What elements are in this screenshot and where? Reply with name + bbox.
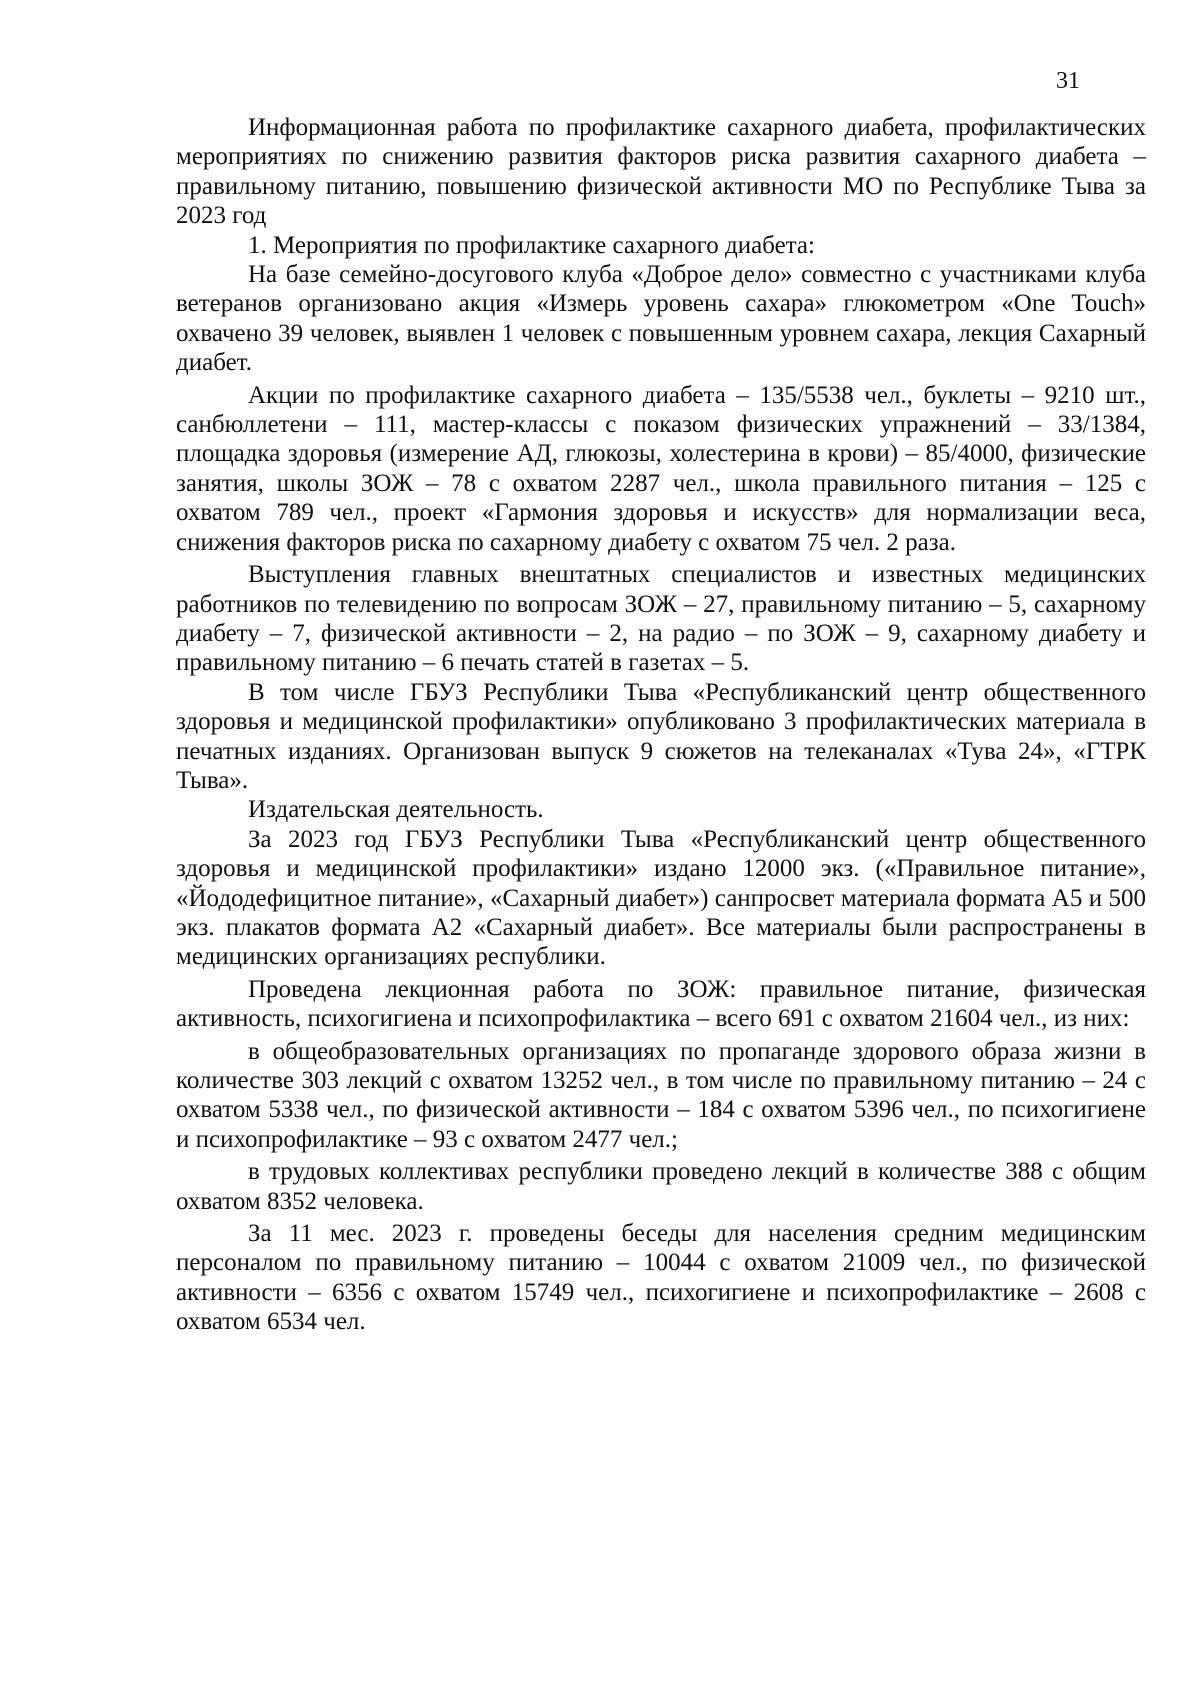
paragraph: На базе семейно-досугового клуба «Доброе дело» совместно с участниками клуба ветеранов организовано акция «Измерь уровень сахара» глюкометром «One Touch» охвачено 39 человек, выявлен 1 человек с повышенным уровнем сахара, лекция Сахарный диабет. bbox=[176, 261, 1146, 377]
paragraph: За 11 мес. 2023 г. проведены беседы для населения средним медицинским персоналом по правильному питанию – 10044 с охватом 21009 чел., по физической активности – 6356 с охватом 15749 чел., психогигиене и психопрофилактике – 2608 с охватом 6534 чел. bbox=[176, 1220, 1146, 1336]
paragraph: в трудовых коллективах республики проведено лекций в количестве 388 с общим охватом 8352 человека. bbox=[176, 1158, 1146, 1215]
paragraph-subheading: Издательская деятельность. bbox=[248, 796, 544, 824]
paragraph: Проведена лекционная работа по ЗОЖ: правильное питание, физическая активность, психогигиена и психопрофилактика – всего 691 с охватом 21604 чел., из них: bbox=[176, 975, 1146, 1033]
paragraph: За 2023 год ГБУЗ Республики Тыва «Республиканский центр общественного здоровья и медицинской профилактики» издано 12000 экз. («Правильное питание», «Йододефицитное питание», «Сахарный диабет») санпросвет материала формата А5 и 500 экз. плакатов формата А2 «Сахарный диабет». Все материалы были распространены в медицинских организациях республики. bbox=[176, 825, 1146, 971]
document-body bbox=[176, 113, 1146, 1337]
paragraph: Акции по профилактике сахарного диабета – 135/5538 чел., буклеты – 9210 шт., санбюллетени – 111, мастер-классы с показом физических упражнений – 33/1384, площадка здоровья (измерение АД, глюкозы, холестерина в крови) – 85/4000, физические занятия, школы ЗОЖ – 78 с охватом 2287 чел., школа правильного питания – 125 с охватом 789 чел., проект «Гармония здоровья и искусств» для нормализации веса, снижения факторов риска по сахарному диабету с охватом 75 чел. 2 раза. bbox=[176, 381, 1146, 556]
page-number: 31 bbox=[1056, 68, 1080, 94]
paragraph-section-heading: 1. Мероприятия по профилактике сахарного диабета: bbox=[248, 231, 815, 259]
paragraph: Выступления главных внештатных специалистов и известных медицинских работников по телевидению по вопросам ЗОЖ – 27, правильному питанию – 5, сахарному диабету – 7, физической активности – 2, на радио – по ЗОЖ – 9, сахарному диабету и правильному питанию – 6 печать статей в газетах – 5. bbox=[176, 561, 1146, 677]
paragraph-title: Информационная работа по профилактике сахарного диабета, профилактических мероприятиях по снижению развития факторов риска развития сахарного диабета – правильному питанию, повышению физической активности МО по Республике Тыва за 2023 год bbox=[176, 114, 1146, 230]
paragraph: в общеобразовательных организациях по пропаганде здорового образа жизни в количестве 303 лекций с охватом 13252 чел., в том числе по правильному питанию – 24 с охватом 5338 чел., по физической активности – 184 с охватом 5396 чел., по психогигиене и психопрофилактике – 93 с охватом 2477 чел.; bbox=[176, 1037, 1146, 1153]
paragraph: В том числе ГБУЗ Республики Тыва «Республиканский центр общественного здоровья и медицинской профилактики» опубликовано 3 профилактических материала в печатных изданиях. Организован выпуск 9 сюжетов на телеканалах «Тува 24», «ГТРК Тыва». bbox=[176, 678, 1146, 794]
